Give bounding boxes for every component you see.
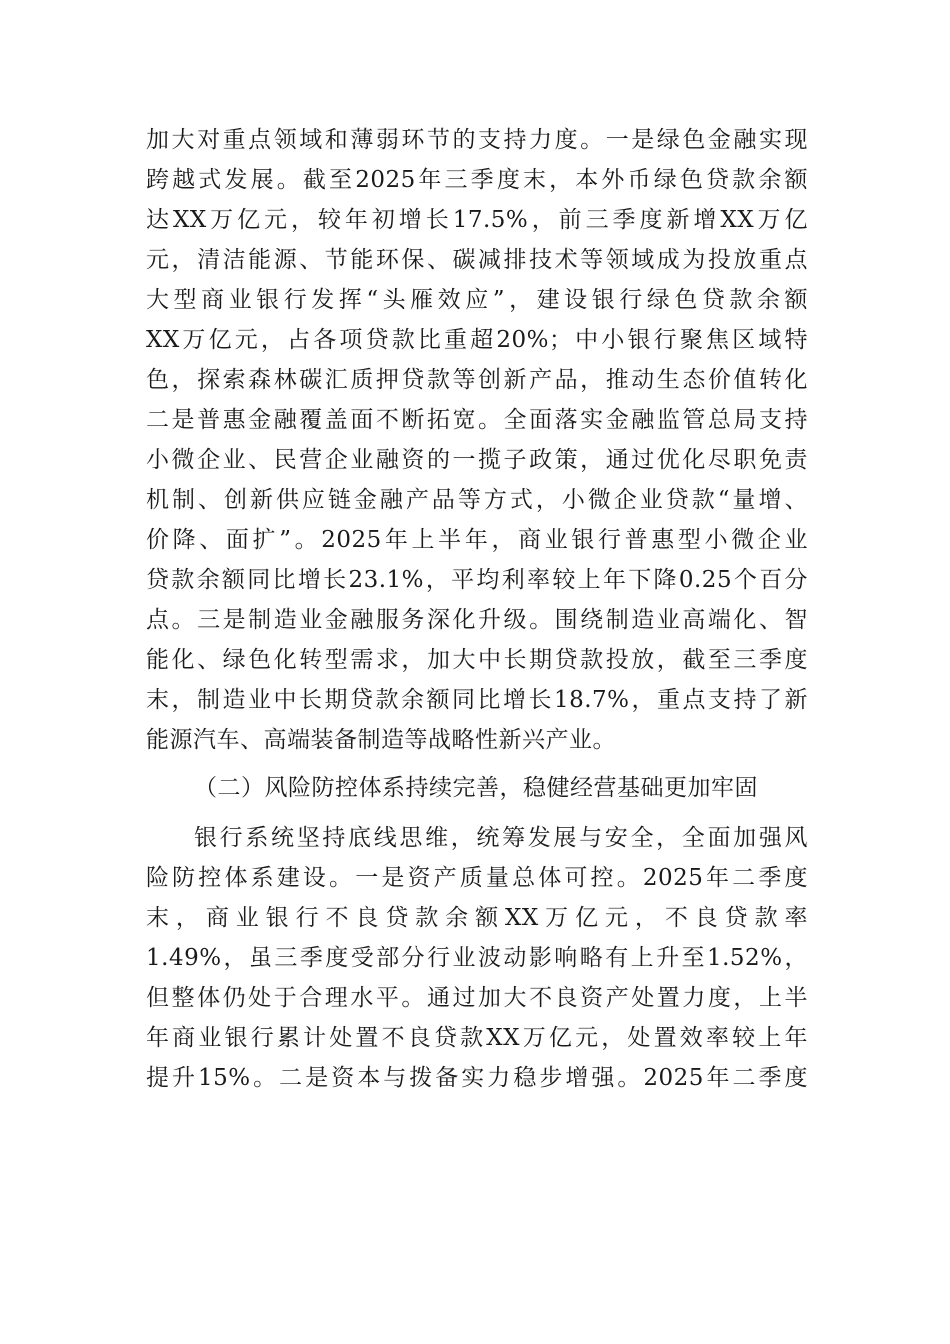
paragraph-line: 提升15%。二是资本与拨备实力稳步增强。2025年二季度 (146, 1065, 808, 1091)
paragraph-line: 能化、绿色化转型需求，加大中长期贷款投放，截至三季度 (146, 647, 808, 673)
paragraph-line: 年商业银行累计处置不良贷款XX万亿元，处置效率较上年 (146, 1025, 808, 1051)
paragraph-line: 末，制造业中长期贷款余额同比增长18.7%，重点支持了新 (146, 687, 808, 713)
paragraph-line: 加大对重点领域和薄弱环节的支持力度。一是绿色金融实现 (146, 127, 808, 153)
paragraph-line: 银行系统坚持底线思维，统筹发展与安全，全面加强风 (194, 825, 808, 851)
paragraph-line: 贷款余额同比增长23.1%，平均利率较上年下降0.25个百分 (146, 567, 808, 593)
paragraph-line: 机制、创新供应链金融产品等方式，小微企业贷款“量增、 (146, 487, 808, 513)
paragraph-line: 达XX万亿元，较年初增长17.5%，前三季度新增XX万亿 (146, 207, 808, 233)
section-heading: （二）风险防控体系持续完善，稳健经营基础更加牢固 (194, 775, 758, 801)
paragraph-line: 但整体仍处于合理水平。通过加大不良资产处置力度，上半 (146, 985, 808, 1011)
paragraph-line: 末，商业银行不良贷款余额XX万亿元，不良贷款率 (146, 905, 808, 931)
paragraph-line: 价降、面扩”。2025年上半年，商业银行普惠型小微企业 (146, 527, 808, 553)
paragraph-line: 大型商业银行发挥“头雁效应”，建设银行绿色贷款余额 (146, 287, 808, 313)
paragraph-line: XX万亿元，占各项贷款比重超20%；中小银行聚焦区域特 (146, 327, 808, 353)
paragraph-line: 点。三是制造业金融服务深化升级。围绕制造业高端化、智 (146, 607, 808, 633)
paragraph-line: 1.49%，虽三季度受部分行业波动影响略有上升至1.52%， (146, 945, 808, 971)
paragraph-line: 小微企业、民营企业融资的一揽子政策，通过优化尽职免责 (146, 447, 808, 473)
paragraph-line: 二是普惠金融覆盖面不断拓宽。全面落实金融监管总局支持 (146, 407, 808, 433)
paragraph-line: 跨越式发展。截至2025年三季度末，本外币绿色贷款余额 (146, 167, 808, 193)
paragraph-line: 险防控体系建设。一是资产质量总体可控。2025年二季度 (146, 865, 808, 891)
paragraph-line: 元，清洁能源、节能环保、碳减排技术等领域成为投放重点 (146, 247, 808, 273)
paragraph-line: 色，探索森林碳汇质押贷款等创新产品，推动生态价值转化 (146, 367, 808, 393)
paragraph-line: 能源汽车、高端装备制造等战略性新兴产业。 (146, 727, 616, 753)
